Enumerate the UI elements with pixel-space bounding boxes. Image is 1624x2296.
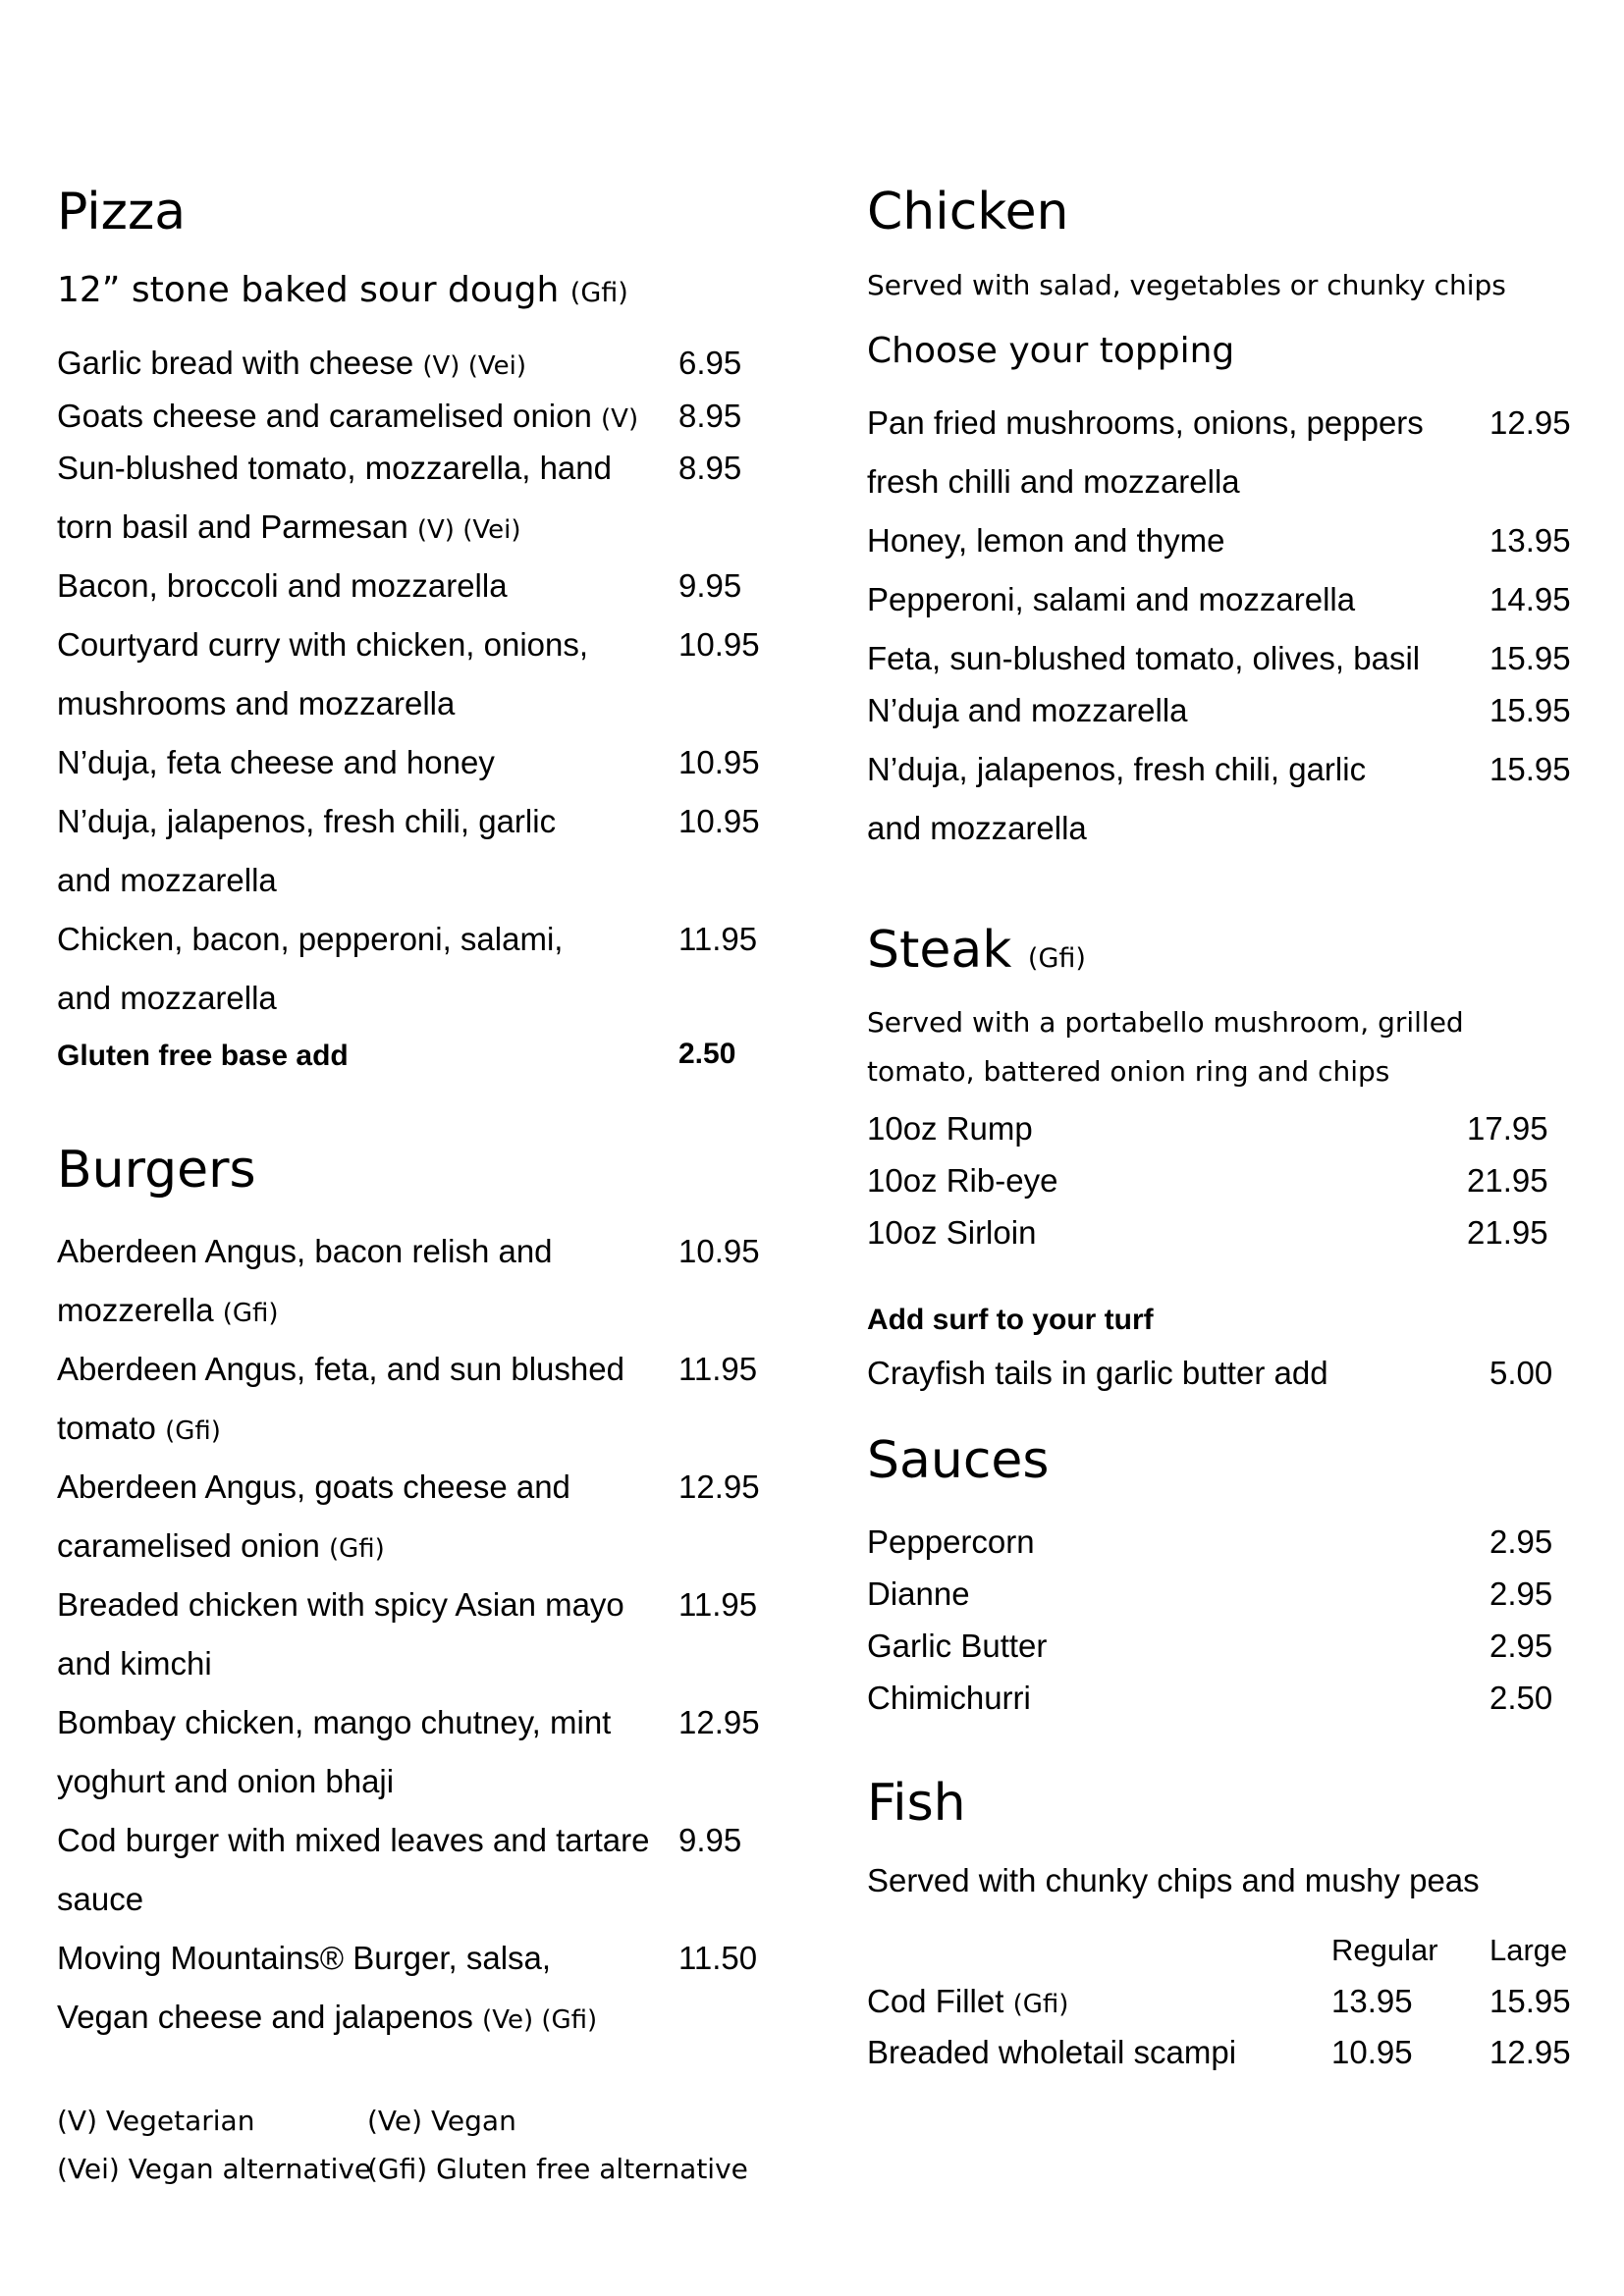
diet-tag: (Gfi)	[165, 1416, 221, 1446]
item-price: 15.95	[1489, 751, 1571, 787]
menu-item-fish-1	[867, 1985, 1068, 2017]
item-price: 10.95	[678, 1233, 760, 1269]
diet-tag: (Gfi)	[1012, 1990, 1069, 2019]
menu-item-chicken-6: N’duja, jalapenos, fresh chili, garlic	[867, 751, 1367, 787]
steak-served-line2: tomato, battered onion ring and chips	[867, 1055, 1390, 1088]
item-price-large: 15.95	[1489, 1983, 1571, 2019]
item-price: 2.95	[1489, 1575, 1553, 1612]
menu-item-burger-2-line2	[57, 1412, 221, 1444]
menu-item-steak-1: 10oz Rump	[867, 1110, 1033, 1147]
chicken-heading: Chicken	[867, 183, 1069, 241]
item-name: mozzerella	[57, 1292, 214, 1328]
menu-item-burger-3: Aberdeen Angus, goats cheese and	[57, 1468, 570, 1505]
item-price: 10.95	[678, 803, 760, 839]
menu-item-fish-2: Breaded wholetail scampi	[867, 2034, 1237, 2070]
menu-item-sauce-4: Chimichurri	[867, 1680, 1031, 1716]
item-price: 2.95	[1489, 1523, 1553, 1560]
menu-item-sauce-3: Garlic Butter	[867, 1628, 1048, 1664]
diet-tag: (V) (Vei)	[422, 351, 526, 381]
menu-item-burger-4: Breaded chicken with spicy Asian mayo	[57, 1586, 624, 1623]
item-price: 12.95	[678, 1468, 760, 1505]
item-price-large: 12.95	[1489, 2034, 1571, 2070]
menu-item-chicken-2: Honey, lemon and thyme	[867, 522, 1225, 559]
item-price: 9.95	[678, 567, 742, 604]
item-price: 15.95	[1489, 692, 1571, 728]
menu-item-chicken-1-line2: fresh chilli and mozzarella	[867, 463, 1240, 500]
item-price: 12.95	[678, 1704, 760, 1740]
diet-tag: (V) (Vei)	[416, 515, 521, 545]
pizza-heading: Pizza	[57, 183, 187, 241]
item-price: 10.95	[678, 744, 760, 780]
diet-tag: (Gfi)	[1027, 943, 1086, 974]
item-name: caramelised onion	[57, 1527, 320, 1564]
menu-item-burger-2: Aberdeen Angus, feta, and sun blushed	[57, 1351, 624, 1387]
fish-heading: Fish	[867, 1774, 966, 1833]
menu-item-burger-1: Aberdeen Angus, bacon relish and	[57, 1233, 553, 1269]
menu-item-steak-2: 10oz Rib-eye	[867, 1162, 1058, 1199]
menu-item-pizza-8: Chicken, bacon, pepperoni, salami,	[57, 921, 564, 957]
item-price: 8.95	[678, 398, 742, 434]
item-name: Garlic bread with cheese	[57, 345, 414, 381]
menu-item-burger-7: Moving Mountains® Burger, salsa,	[57, 1940, 552, 1976]
menu-item-burger-5: Bombay chicken, mango chutney, mint	[57, 1704, 612, 1740]
menu-item-pizza-5: Courtyard curry with chicken, onions,	[57, 626, 589, 663]
menu-item-pizza-8-line2: and mozzarella	[57, 980, 277, 1016]
menu-item-burger-1-line2	[57, 1294, 279, 1326]
item-price: 14.95	[1489, 581, 1571, 617]
menu-item-burger-7-line2	[57, 2001, 597, 2033]
item-price: 8.95	[678, 450, 742, 486]
menu-item-chicken-5: N’duja and mozzarella	[867, 692, 1188, 728]
item-price: 11.95	[678, 1351, 758, 1387]
item-name: Cod Fillet	[867, 1983, 1004, 2019]
menu-item-pizza-7-line2: and mozzarella	[57, 862, 277, 898]
item-price: 11.95	[678, 1586, 758, 1623]
menu-item-pizza-5-line2: mushrooms and mozzarella	[57, 685, 456, 721]
menu-item-pizza-7: N’duja, jalapenos, fresh chili, garlic	[57, 803, 557, 839]
menu-item-burger-6-line2: sauce	[57, 1881, 144, 1917]
steak-heading	[867, 921, 1086, 980]
item-price: 12.95	[1489, 404, 1571, 441]
menu-item-pizza-4: Bacon, broccoli and mozzarella	[57, 567, 508, 604]
diet-tag: (Ve) (Gfi)	[482, 2005, 598, 2035]
fish-col-large: Large	[1489, 1933, 1568, 1967]
item-price: 2.50	[1489, 1680, 1553, 1716]
chicken-served-with: Served with salad, vegetables or chunky chips	[867, 269, 1506, 301]
burgers-heading: Burgers	[57, 1141, 256, 1200]
item-price: 6.95	[678, 345, 742, 381]
item-price: 11.50	[678, 1940, 758, 1976]
item-price: 15.95	[1489, 640, 1571, 676]
legend-vegan-alternative: (Vei) Vegan alternative	[57, 2153, 372, 2185]
chicken-topping-heading: Choose your topping	[867, 331, 1235, 371]
menu-item-pizza-2	[57, 400, 638, 432]
diet-tag: (V)	[601, 404, 639, 434]
sauces-heading: Sauces	[867, 1431, 1050, 1490]
item-price: 13.95	[1489, 522, 1571, 559]
menu-item-pizza-6: N’duja, feta cheese and honey	[57, 744, 495, 780]
legend-vegan: (Ve) Vegan	[367, 2105, 516, 2137]
menu-item-sauce-1: Peppercorn	[867, 1523, 1035, 1560]
menu-item-steak-3: 10oz Sirloin	[867, 1214, 1037, 1251]
item-price: 21.95	[1467, 1162, 1548, 1199]
fish-served-with: Served with chunky chips and mushy peas	[867, 1862, 1480, 1898]
menu-item-chicken-1: Pan fried mushrooms, onions, peppers	[867, 404, 1424, 441]
diet-tag: (Gfi)	[329, 1534, 385, 1564]
menu-item-pizza-3-line2	[57, 510, 521, 543]
gluten-free-base-label: Gluten free base add	[57, 1040, 349, 1072]
pizza-subtitle-tag: (Gfi)	[569, 278, 628, 308]
item-name: Vegan cheese and jalapenos	[57, 1999, 473, 2035]
menu-item-chicken-3: Pepperoni, salami and mozzarella	[867, 581, 1356, 617]
steak-served-line1: Served with a portabello mushroom, grilled	[867, 1006, 1464, 1039]
menu-item-pizza-1	[57, 347, 526, 379]
item-price: 21.95	[1467, 1214, 1548, 1251]
pizza-subtitle-text: 12” stone baked sour dough	[57, 270, 560, 310]
item-price-regular: 13.95	[1331, 1983, 1413, 2019]
menu-item-burger-3-line2	[57, 1529, 385, 1562]
item-name: torn basil and Parmesan	[57, 508, 408, 545]
menu-item-chicken-4: Feta, sun-blushed tomato, olives, basil	[867, 640, 1421, 676]
menu-item-surf: Crayfish tails in garlic butter add	[867, 1355, 1328, 1391]
item-price: 2.95	[1489, 1628, 1553, 1664]
item-price: 9.95	[678, 1822, 742, 1858]
menu-item-burger-5-line2: yoghurt and onion bhaji	[57, 1763, 395, 1799]
item-price: 11.95	[678, 921, 758, 957]
item-name: tomato	[57, 1410, 156, 1446]
item-price: 5.00	[1489, 1355, 1553, 1391]
diet-tag: (Gfi)	[222, 1299, 279, 1328]
surf-heading: Add surf to your turf	[867, 1304, 1154, 1336]
menu-item-pizza-3: Sun-blushed tomato, mozzarella, hand	[57, 450, 612, 486]
gluten-free-base-price: 2.50	[678, 1038, 736, 1070]
menu-item-burger-4-line2: and kimchi	[57, 1645, 212, 1682]
item-price: 10.95	[678, 626, 760, 663]
item-price-regular: 10.95	[1331, 2034, 1413, 2070]
menu-item-chicken-6-line2: and mozzarella	[867, 810, 1087, 846]
menu-item-burger-6: Cod burger with mixed leaves and tartare	[57, 1822, 650, 1858]
pizza-subtitle	[57, 270, 628, 310]
legend-gluten-free-alternative: (Gfi) Gluten free alternative	[367, 2153, 748, 2185]
legend-vegetarian: (V) Vegetarian	[57, 2105, 255, 2137]
item-price: 17.95	[1467, 1110, 1548, 1147]
steak-heading-text: Steak	[867, 921, 1012, 980]
item-name: Goats cheese and caramelised onion	[57, 398, 592, 434]
fish-col-regular: Regular	[1331, 1933, 1438, 1967]
menu-item-sauce-2: Dianne	[867, 1575, 970, 1612]
